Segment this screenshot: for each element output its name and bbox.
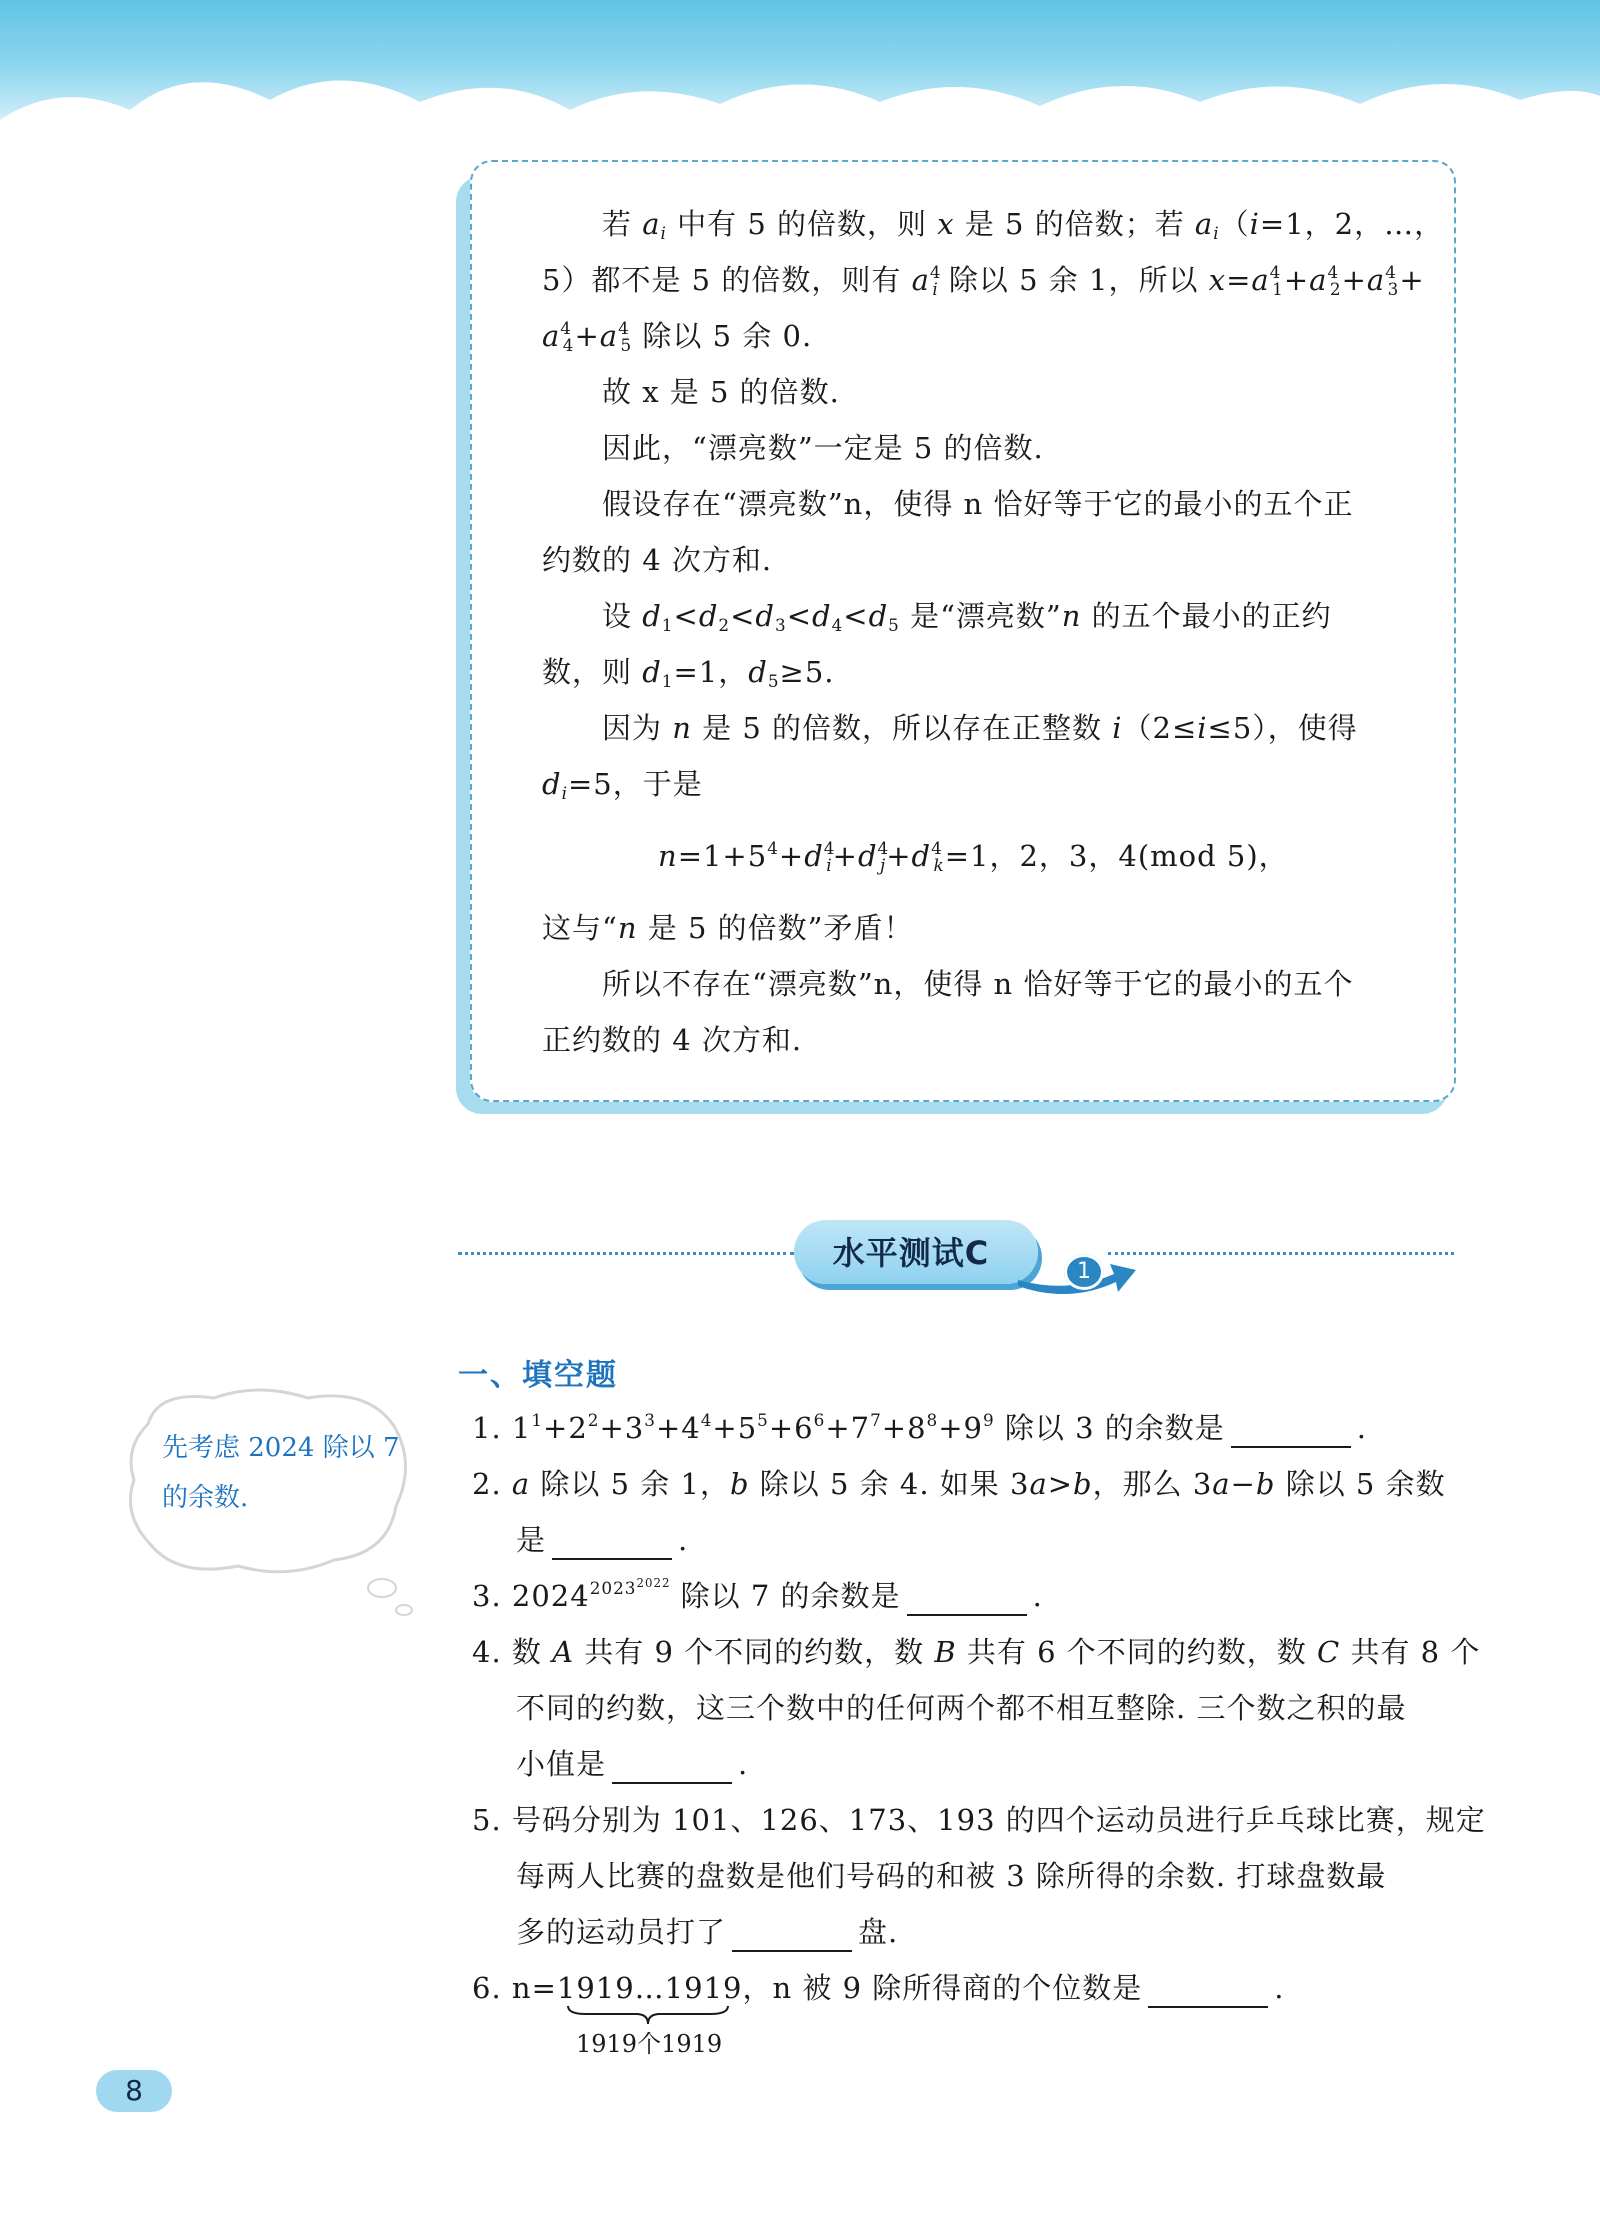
solution-line-1: 若 $a_i$ 中有 5 的倍数，则 x 是 5 的倍数；若 $a_i(i=1$，2，…， — [602, 207, 1445, 244]
question-2-cont: 是 . — [516, 1520, 688, 1560]
hint-line-1: 先考虑 2024 除以 7 — [162, 1433, 400, 1463]
underbrace-label: 1919个1919 — [576, 2030, 723, 2058]
solution-line-13: 这与“n 是 5 的倍数”矛盾！ — [542, 911, 914, 945]
solution-line-12: $n=1+5^4+d^4_i+d^4_j+d^4_k=1$，2，3，4(mod 5)， — [658, 838, 1289, 876]
solution-panel-body — [470, 160, 1456, 1102]
solution-line-11: $d_i=5$，于是 — [542, 767, 703, 804]
page-number: 8 — [96, 2070, 172, 2112]
answer-blank-6[interactable] — [1148, 1976, 1268, 2008]
solution-line-4: 故 x 是 5 的倍数. — [602, 375, 840, 409]
solution-line-9: 数，则 $d_1=1$，$d_5\ge 5$. — [542, 655, 835, 692]
solution-line-15: 正约数的 4 次方和. — [542, 1023, 803, 1057]
question-3: 3. $2024^{2023^{2022}}$ 除以 7 的余数是 . — [472, 1576, 1043, 1616]
section-number-badge: 1 — [1064, 1254, 1104, 1290]
solution-line-7: 约数的 4 次方和. — [542, 543, 773, 577]
question-4-line-2: 不同的约数，这三个数中的任何两个都不相互整除. 三个数之积的最 — [516, 1691, 1407, 1725]
section-title: 水平测试C — [832, 1234, 990, 1272]
part-title: 一、填空题 — [458, 1358, 618, 1393]
answer-blank-1[interactable] — [1231, 1416, 1351, 1448]
question-1: 1. $1^1+2^2+3^3+4^4+5^5+6^6+7^7+8^8+9^9$ 除以 3 的余数是 . — [472, 1408, 1367, 1448]
dotted-rule-left — [458, 1252, 794, 1255]
section-header — [458, 1190, 1454, 1290]
question-5-line-3: 多的运动员打了 盘. — [516, 1912, 898, 1952]
question-4-line-3: 小值是 . — [516, 1744, 748, 1784]
cloud-border-decoration — [0, 40, 1600, 160]
hint-line-2: 的余数. — [162, 1483, 249, 1513]
dotted-rule-right — [1108, 1252, 1454, 1255]
answer-blank-5[interactable] — [732, 1920, 852, 1952]
answer-blank-4[interactable] — [612, 1752, 732, 1784]
solution-line-14: 所以不存在“漂亮数”n，使得 n 恰好等于它的最小的五个 — [602, 967, 1354, 1001]
solution-line-10: 因为 n 是 5 的倍数，所以存在正整数 i（2≤i≤5），使得 — [602, 711, 1358, 745]
question-5-line-2: 每两人比赛的盘数是他们号码的和被 3 除所得的余数. 打球盘数最 — [516, 1859, 1387, 1893]
answer-blank-3[interactable] — [907, 1584, 1027, 1616]
solution-line-8: 设 $d_1<d_2<d_3<d_4<d_5$ 是“漂亮数”n 的五个最小的正约 — [602, 599, 1332, 636]
hint-bubble — [128, 1394, 416, 1574]
question-6: 6. n=1919…1919，n 被 9 除所得商的个位数是 . — [472, 1968, 1285, 2008]
question-5: 5. 号码分别为 101、126、173、193 的四个运动员进行乒乓球比赛，规定 — [472, 1803, 1486, 1837]
solution-panel — [456, 160, 1456, 1120]
solution-line-5: 因此，“漂亮数”一定是 5 的倍数. — [602, 431, 1044, 465]
answer-blank-2[interactable] — [552, 1528, 672, 1560]
solution-line-6: 假设存在“漂亮数”n，使得 n 恰好等于它的最小的五个正 — [602, 487, 1354, 521]
solution-line-2: 5）都不是 5 的倍数，则有 $a^4_i$ 除以 5 余 1，所以 $x=a^4_1+a^4_2+a^4_3+$ — [542, 262, 1425, 300]
question-4: 4. 数 A 共有 9 个不同的约数，数 B 共有 6 个不同的约数，数 C 共有 8 个 — [472, 1635, 1481, 1669]
repeated-number: 1919…1919 — [556, 1971, 743, 2005]
underbrace-icon — [566, 2004, 730, 2026]
solution-line-3: $a^4_4+a^4_5$ 除以 5 余 0. — [542, 318, 813, 356]
question-2: 2. a 除以 5 余 1，b 除以 5 余 4. 如果 3a>b，那么 3a−b 除以 5 余数 — [472, 1467, 1446, 1501]
